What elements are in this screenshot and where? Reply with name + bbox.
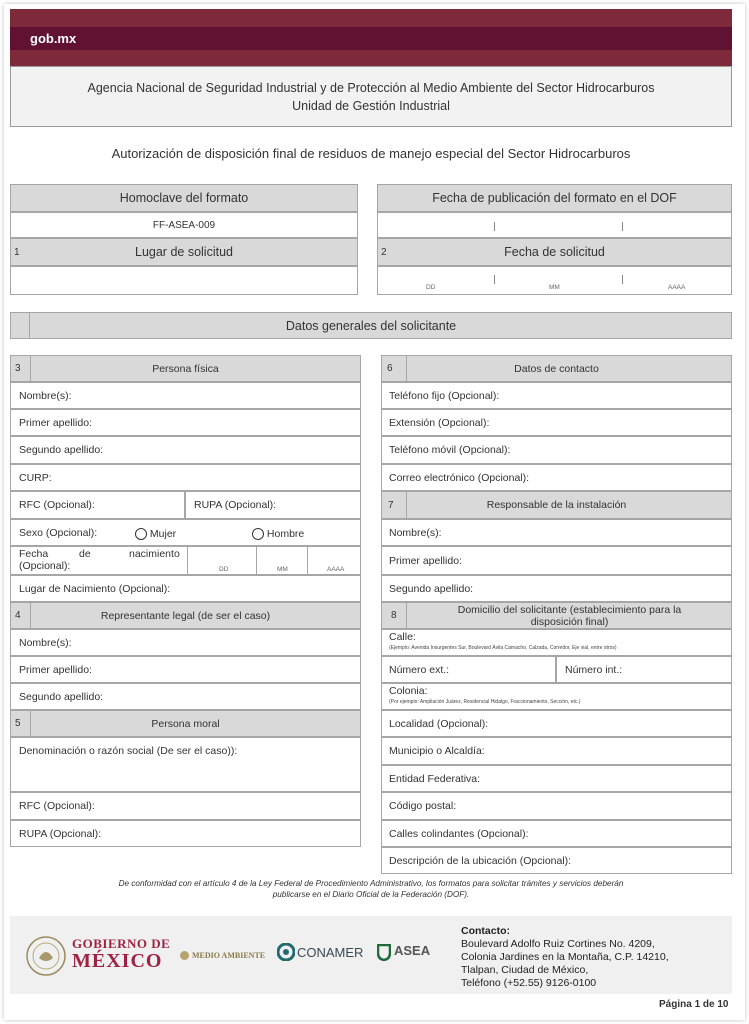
section-number: 5	[15, 718, 21, 729]
calle-label: Calle:	[389, 631, 416, 643]
persona-fisica-header	[10, 355, 361, 382]
contact-title: Contacto:	[461, 925, 510, 937]
resp-segundo-apellido-label: Segundo apellido:	[389, 583, 474, 595]
day-label: DD	[219, 566, 229, 573]
divider	[30, 356, 31, 381]
descripcion-label: Descripción de la ubicación (Opcional):	[389, 855, 572, 867]
contact-block	[461, 925, 669, 990]
conamer-logo: CONAMER	[297, 945, 364, 960]
segundo-apellido-field[interactable]	[10, 436, 361, 464]
segundo-apellido-label: Segundo apellido:	[19, 444, 104, 456]
rep-segundo-apellido-field[interactable]	[10, 683, 361, 710]
banner	[10, 27, 732, 50]
nombre-field[interactable]	[10, 382, 361, 409]
rep-nombre-field[interactable]	[10, 629, 361, 656]
moral-rupa-field[interactable]	[10, 820, 361, 847]
representante-header	[10, 602, 361, 629]
persona-moral-header	[10, 710, 361, 737]
radio-circle-icon[interactable]	[252, 528, 264, 540]
denominacion-label: Denominación o razón social (De ser el caso)):	[19, 745, 238, 757]
rfc-field[interactable]	[10, 491, 185, 519]
fecha-nac-label-3: nacimiento	[129, 548, 180, 560]
codigo-postal-field[interactable]	[381, 792, 732, 820]
resp-primer-apellido-field[interactable]	[381, 546, 732, 575]
contact-phone: Teléfono (+52.55) 9126-0100	[461, 977, 597, 989]
denominacion-field[interactable]	[10, 737, 361, 792]
entidad-field[interactable]	[381, 765, 732, 792]
fecha-solicitud-header	[377, 238, 732, 266]
divider	[406, 603, 407, 628]
localidad-field[interactable]	[381, 710, 732, 737]
legal-notice	[25, 878, 717, 900]
rfc-label: RFC (Opcional):	[19, 499, 95, 511]
calle-example: (Ejemplo: Avenida Insurgentes Sur, Boulevard Ávila Camacho, Calzada, Corredor, Eje vial, entre otros)	[389, 645, 617, 651]
hombre-label: Hombre	[266, 528, 305, 540]
divider	[30, 603, 31, 628]
rep-segundo-apellido-label: Segundo apellido:	[19, 691, 104, 703]
datos-contacto-header	[381, 355, 732, 382]
telefono-fijo-field[interactable]	[381, 382, 732, 409]
date-separator	[622, 222, 623, 231]
sexo-label: Sexo (Opcional):	[19, 527, 98, 539]
page-number: Página 1 de 10	[659, 999, 729, 1010]
section-number: 6	[387, 363, 393, 374]
codigo-postal-label: Código postal:	[389, 800, 457, 812]
agency-header	[10, 66, 732, 127]
date-separator	[494, 275, 495, 284]
section-number: 2	[381, 247, 387, 258]
divider	[406, 492, 407, 518]
rep-nombre-label: Nombre(s):	[19, 637, 72, 649]
lugar-label: Lugar de solicitud	[135, 245, 233, 259]
responsable-title: Responsable de la instalación	[486, 499, 627, 511]
homoclave-value: FF-ASEA-009	[10, 212, 358, 238]
divider	[406, 356, 407, 381]
telefono-fijo-label: Teléfono fijo (Opcional):	[389, 390, 500, 402]
legal-line1: De conformidad con el artículo 4 de la Ley Federal de Procedimiento Administrativo, los formatos para solicitar trámites y servicios deberán	[118, 879, 624, 888]
telefono-movil-field[interactable]	[381, 436, 732, 464]
domicilio-title-line1: Domicilio del solicitante (establecimiento para la	[457, 604, 682, 616]
telefono-movil-label: Teléfono móvil (Opcional):	[389, 444, 511, 456]
month-label: MM	[277, 566, 288, 573]
banner-bottom-stripe	[10, 50, 732, 66]
month-label: MM	[549, 284, 560, 291]
moral-rfc-field[interactable]	[10, 792, 361, 820]
date-separator	[622, 275, 623, 284]
calles-colindantes-label: Calles colindantes (Opcional):	[389, 828, 529, 840]
calles-colindantes-field[interactable]	[381, 820, 732, 847]
divider	[187, 547, 188, 574]
fecha-publicacion-header: Fecha de publicación del formato en el DOF	[377, 184, 732, 212]
section-number: 4	[15, 610, 21, 621]
section-number: 1	[14, 247, 20, 258]
correo-field[interactable]	[381, 464, 732, 491]
descripcion-field[interactable]	[381, 847, 732, 874]
lugar-nacimiento-label: Lugar de Nacimiento (Opcional):	[19, 583, 171, 595]
representante-title: Representante legal (de ser el caso)	[100, 610, 271, 622]
agency-name: Agencia Nacional de Seguridad Industrial y de Protección al Medio Ambiente del Sector Hidrocarburos	[87, 81, 655, 95]
lugar-input[interactable]	[10, 266, 358, 295]
section-number: 3	[15, 363, 21, 374]
primer-apellido-field[interactable]	[10, 409, 361, 436]
colonia-label: Colonia:	[389, 685, 428, 697]
num-ext-label: Número ext.:	[389, 664, 450, 676]
domicilio-header	[381, 602, 732, 629]
divider	[256, 547, 257, 574]
domicilio-title	[408, 604, 731, 628]
fecha-nac-label-1: Fecha	[19, 548, 49, 560]
correo-label: Correo electrónico (Opcional):	[389, 472, 530, 484]
gobierno-de-text: GOBIERNO DE	[72, 936, 171, 951]
medio-ambiente-icon	[180, 951, 189, 960]
rep-primer-apellido-label: Primer apellido:	[19, 664, 92, 676]
fecha-publicacion-value	[377, 212, 732, 238]
coat-of-arms-icon	[24, 934, 68, 978]
rupa-field[interactable]	[185, 491, 361, 519]
localidad-label: Localidad (Opcional):	[389, 718, 489, 730]
lugar-header	[10, 238, 358, 266]
municipio-label: Municipio o Alcaldía:	[389, 745, 485, 757]
sexo-field	[10, 519, 361, 546]
calle-field[interactable]	[381, 629, 732, 656]
num-ext-field[interactable]	[381, 656, 556, 683]
fecha-solicitud-input[interactable]	[377, 266, 732, 295]
domicilio-title-line2: disposición final)	[530, 616, 609, 628]
entidad-label: Entidad Federativa:	[389, 773, 481, 785]
resp-segundo-apellido-field[interactable]	[381, 575, 732, 602]
lugar-nacimiento-field[interactable]	[10, 575, 361, 602]
nombre-label: Nombre(s):	[19, 390, 72, 402]
resp-nombre-field[interactable]	[381, 519, 732, 546]
legal-line2: publicarse en el Diario Oficial de la Federación (DOF).	[272, 890, 470, 899]
fecha-nacimiento-field[interactable]	[10, 546, 361, 575]
num-int-field[interactable]	[556, 656, 732, 683]
section-number: 7	[388, 500, 394, 511]
moral-rfc-label: RFC (Opcional):	[19, 800, 95, 812]
datos-contacto-title: Datos de contacto	[514, 363, 599, 375]
resp-nombre-label: Nombre(s):	[389, 527, 442, 539]
contact-address-1: Boulevard Adolfo Ruiz Cortines No. 4209,	[461, 938, 655, 950]
primer-apellido-label: Primer apellido:	[19, 417, 92, 429]
fecha-nac-label-2: de	[79, 548, 91, 560]
fecha-nac-label-4: (Opcional):	[19, 560, 71, 572]
curp-label: CURP:	[19, 472, 52, 484]
colonia-example: (Por ejemplo: Ampliación Juárez, Residencial Hidalgo, Fraccionamiento, Sección, etc.)	[389, 699, 581, 705]
radio-mujer[interactable]	[135, 528, 176, 540]
contact-address-2: Colonia Jardines en la Montaña, C.P. 14210,	[461, 951, 669, 963]
divider	[29, 313, 30, 338]
year-label: AAAA	[327, 566, 345, 573]
radio-circle-icon[interactable]	[135, 528, 147, 540]
year-label: AAAA	[668, 284, 686, 291]
medio-ambiente-logo: MEDIO AMBIENTE	[192, 951, 266, 960]
persona-fisica-title: Persona física	[152, 363, 219, 375]
asea-shield-icon	[377, 944, 391, 961]
moral-rupa-label: RUPA (Opcional):	[19, 828, 102, 840]
extension-label: Extensión (Opcional):	[389, 417, 490, 429]
radio-hombre[interactable]	[252, 528, 304, 540]
date-separator	[494, 222, 495, 231]
divider	[307, 547, 308, 574]
datos-generales-header	[10, 312, 732, 339]
homoclave-header: Homoclave del formato	[10, 184, 358, 212]
mujer-label: Mujer	[149, 528, 177, 540]
extension-field[interactable]	[381, 409, 732, 436]
mexico-text: MÉXICO	[72, 950, 163, 972]
footer	[10, 916, 732, 994]
curp-field[interactable]	[10, 464, 361, 491]
rupa-label: RUPA (Opcional):	[194, 499, 277, 511]
banner-top-stripe	[10, 9, 732, 27]
section-number: 8	[391, 610, 397, 621]
asea-logo: ASEA	[394, 943, 431, 958]
gob-mx-logo[interactable]: gob.mx	[30, 31, 77, 46]
num-int-label: Número int.:	[565, 664, 623, 676]
rep-primer-apellido-field[interactable]	[10, 656, 361, 683]
datos-generales-title: Datos generales del solicitante	[285, 319, 457, 333]
responsable-header	[381, 491, 732, 519]
colonia-field[interactable]	[381, 683, 732, 710]
resp-primer-apellido-label: Primer apellido:	[389, 555, 462, 567]
form-title: Autorización de disposición final de residuos de manejo especial del Sector Hidrocarburos	[111, 146, 631, 161]
conamer-icon	[277, 943, 295, 961]
day-label: DD	[426, 284, 436, 291]
persona-moral-title: Persona moral	[151, 718, 220, 730]
contact-address-3: Tlalpan, Ciudad de México,	[461, 964, 589, 976]
divider	[30, 711, 31, 736]
fecha-solicitud-label: Fecha de solicitud	[504, 245, 605, 259]
agency-unit: Unidad de Gestión Industrial	[292, 99, 450, 113]
municipio-field[interactable]	[381, 737, 732, 765]
